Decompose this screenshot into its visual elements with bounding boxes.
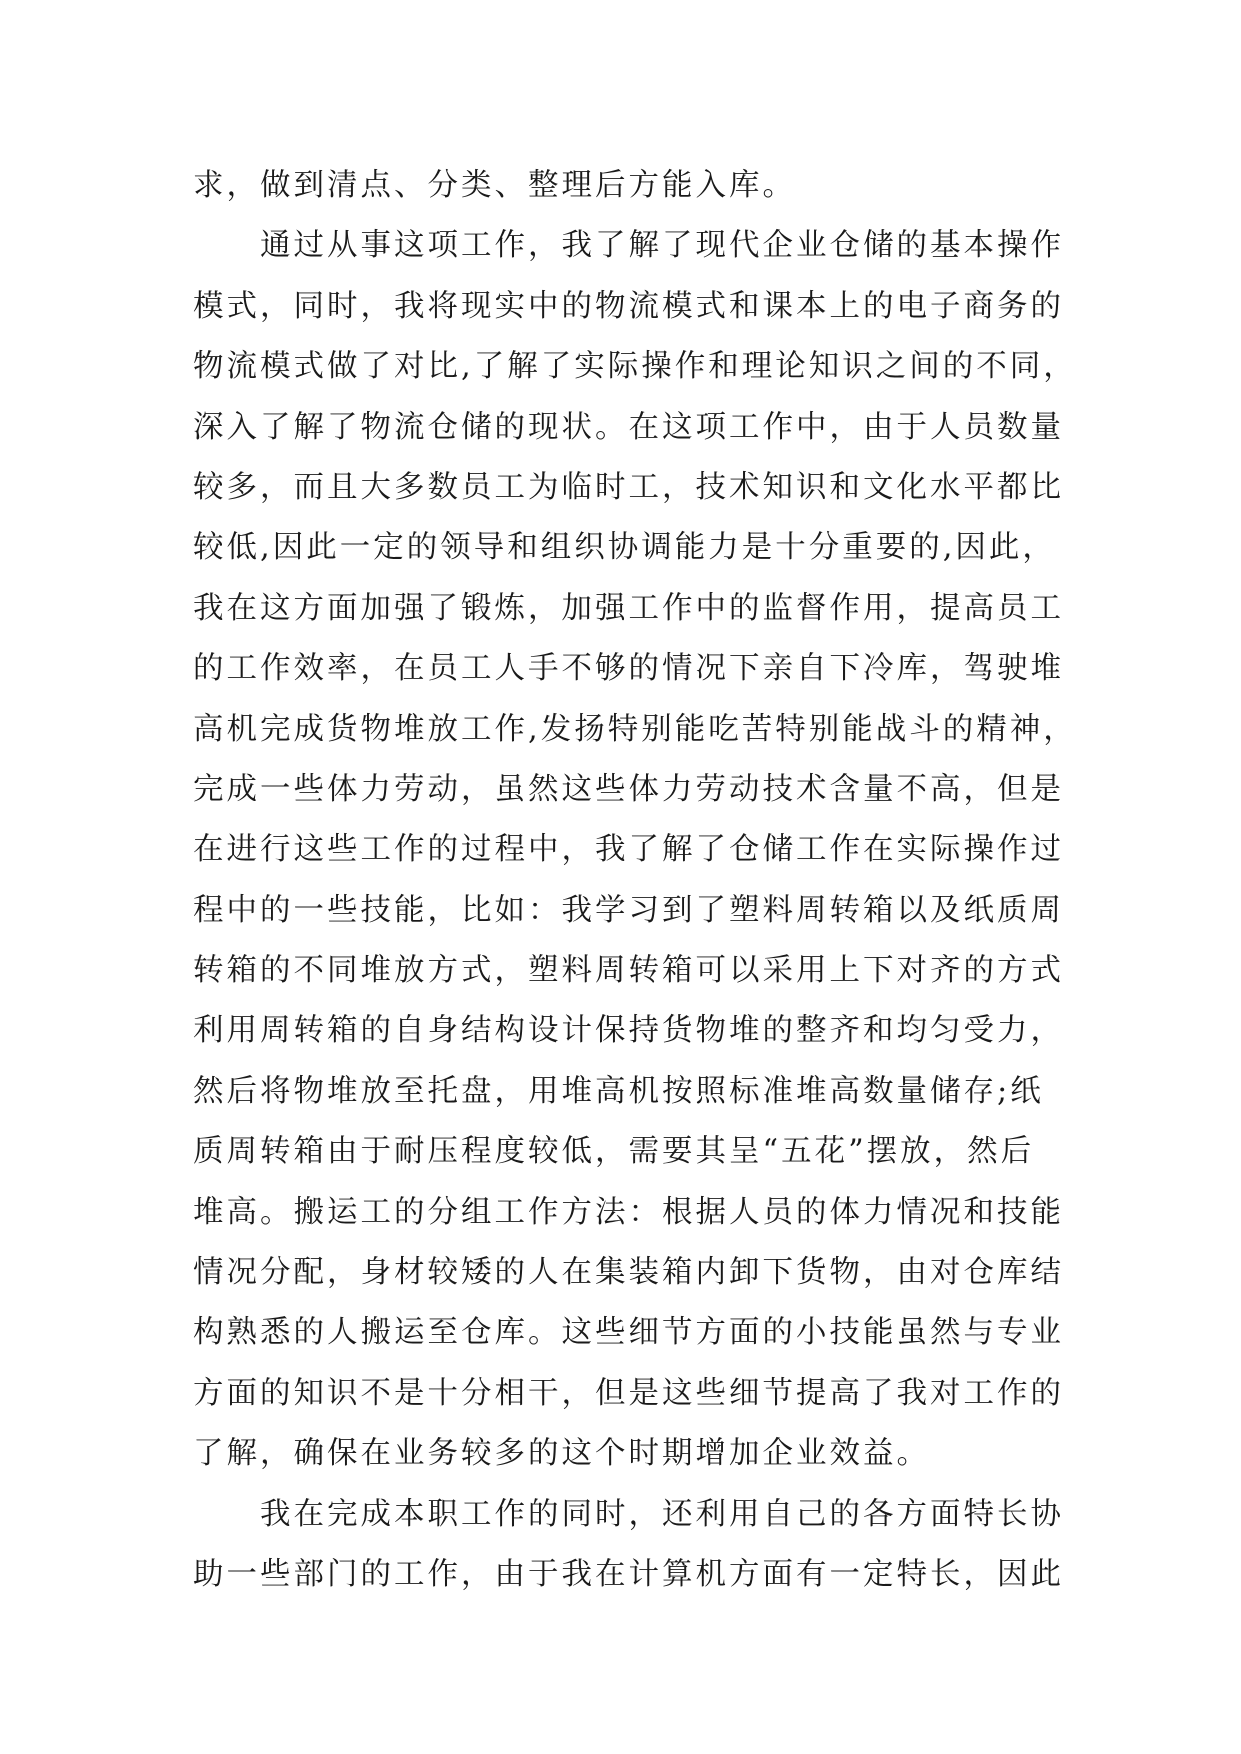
- text-line: 转箱的不同堆放方式，塑料周转箱可以采用上下对齐的方式: [193, 953, 1064, 989]
- text-line: 的工作效率，在员工人手不够的情况下亲自下冷库，驾驶堆: [193, 651, 1064, 687]
- text-line: 较低,因此一定的领导和组织协调能力是十分重要的,因此，: [193, 530, 1056, 566]
- text-line: 高机完成货物堆放工作,发扬特别能吃苦特别能战斗的精神，: [193, 711, 1077, 747]
- text-line: 程中的一些技能，比如：我学习到了塑料周转箱以及纸质周: [193, 892, 1064, 928]
- body-text: [193, 156, 1077, 1605]
- text-line: 模式，同时，我将现实中的物流模式和课本上的电子商务的: [193, 288, 1064, 324]
- paragraph-first-line: 我在完成本职工作的同时，还利用自己的各方面特长协: [260, 1496, 1064, 1532]
- text-line: 情况分配，身材较矮的人在集装箱内卸下货物，由对仓库结: [193, 1255, 1064, 1291]
- text-line: 了解，确保在业务较多的这个时期增加企业效益。: [193, 1436, 930, 1472]
- text-line: 物流模式做了对比,了解了实际操作和理论知识之间的不同，: [193, 349, 1077, 385]
- text-line: 堆高。搬运工的分组工作方法：根据人员的体力情况和技能: [193, 1194, 1064, 1230]
- paragraph-first-line: 通过从事这项工作，我了解了现代企业仓储的基本操作: [260, 228, 1064, 264]
- text-line: 质周转箱由于耐压程度较低，需要其呈“五花”摆放，然后: [193, 1134, 1035, 1170]
- text-line: 方面的知识不是十分相干，但是这些细节提高了我对工作的: [193, 1375, 1064, 1411]
- text-line: 构熟悉的人搬运至仓库。这些细节方面的小技能虽然与专业: [193, 1315, 1064, 1351]
- text-line: 较多，而且大多数员工为临时工，技术知识和文化水平都比: [193, 469, 1064, 505]
- text-line: 在进行这些工作的过程中，我了解了仓储工作在实际操作过: [193, 832, 1064, 868]
- text-line: 然后将物堆放至托盘，用堆高机按照标准堆高数量储存;纸: [193, 1073, 1044, 1109]
- text-line: 完成一些体力劳动，虽然这些体力劳动技术含量不高，但是: [193, 771, 1064, 807]
- text-line: 深入了解了物流仓储的现状。在这项工作中，由于人员数量: [193, 409, 1064, 445]
- text-line: 利用周转箱的自身结构设计保持货物堆的整齐和均匀受力，: [193, 1013, 1064, 1049]
- text-line: 我在这方面加强了锻炼，加强工作中的监督作用，提高员工: [193, 590, 1064, 626]
- text-line: 求，做到清点、分类、整理后方能入库。: [193, 168, 796, 203]
- text-line: 助一些部门的工作，由于我在计算机方面有一定特长，因此: [193, 1556, 1064, 1592]
